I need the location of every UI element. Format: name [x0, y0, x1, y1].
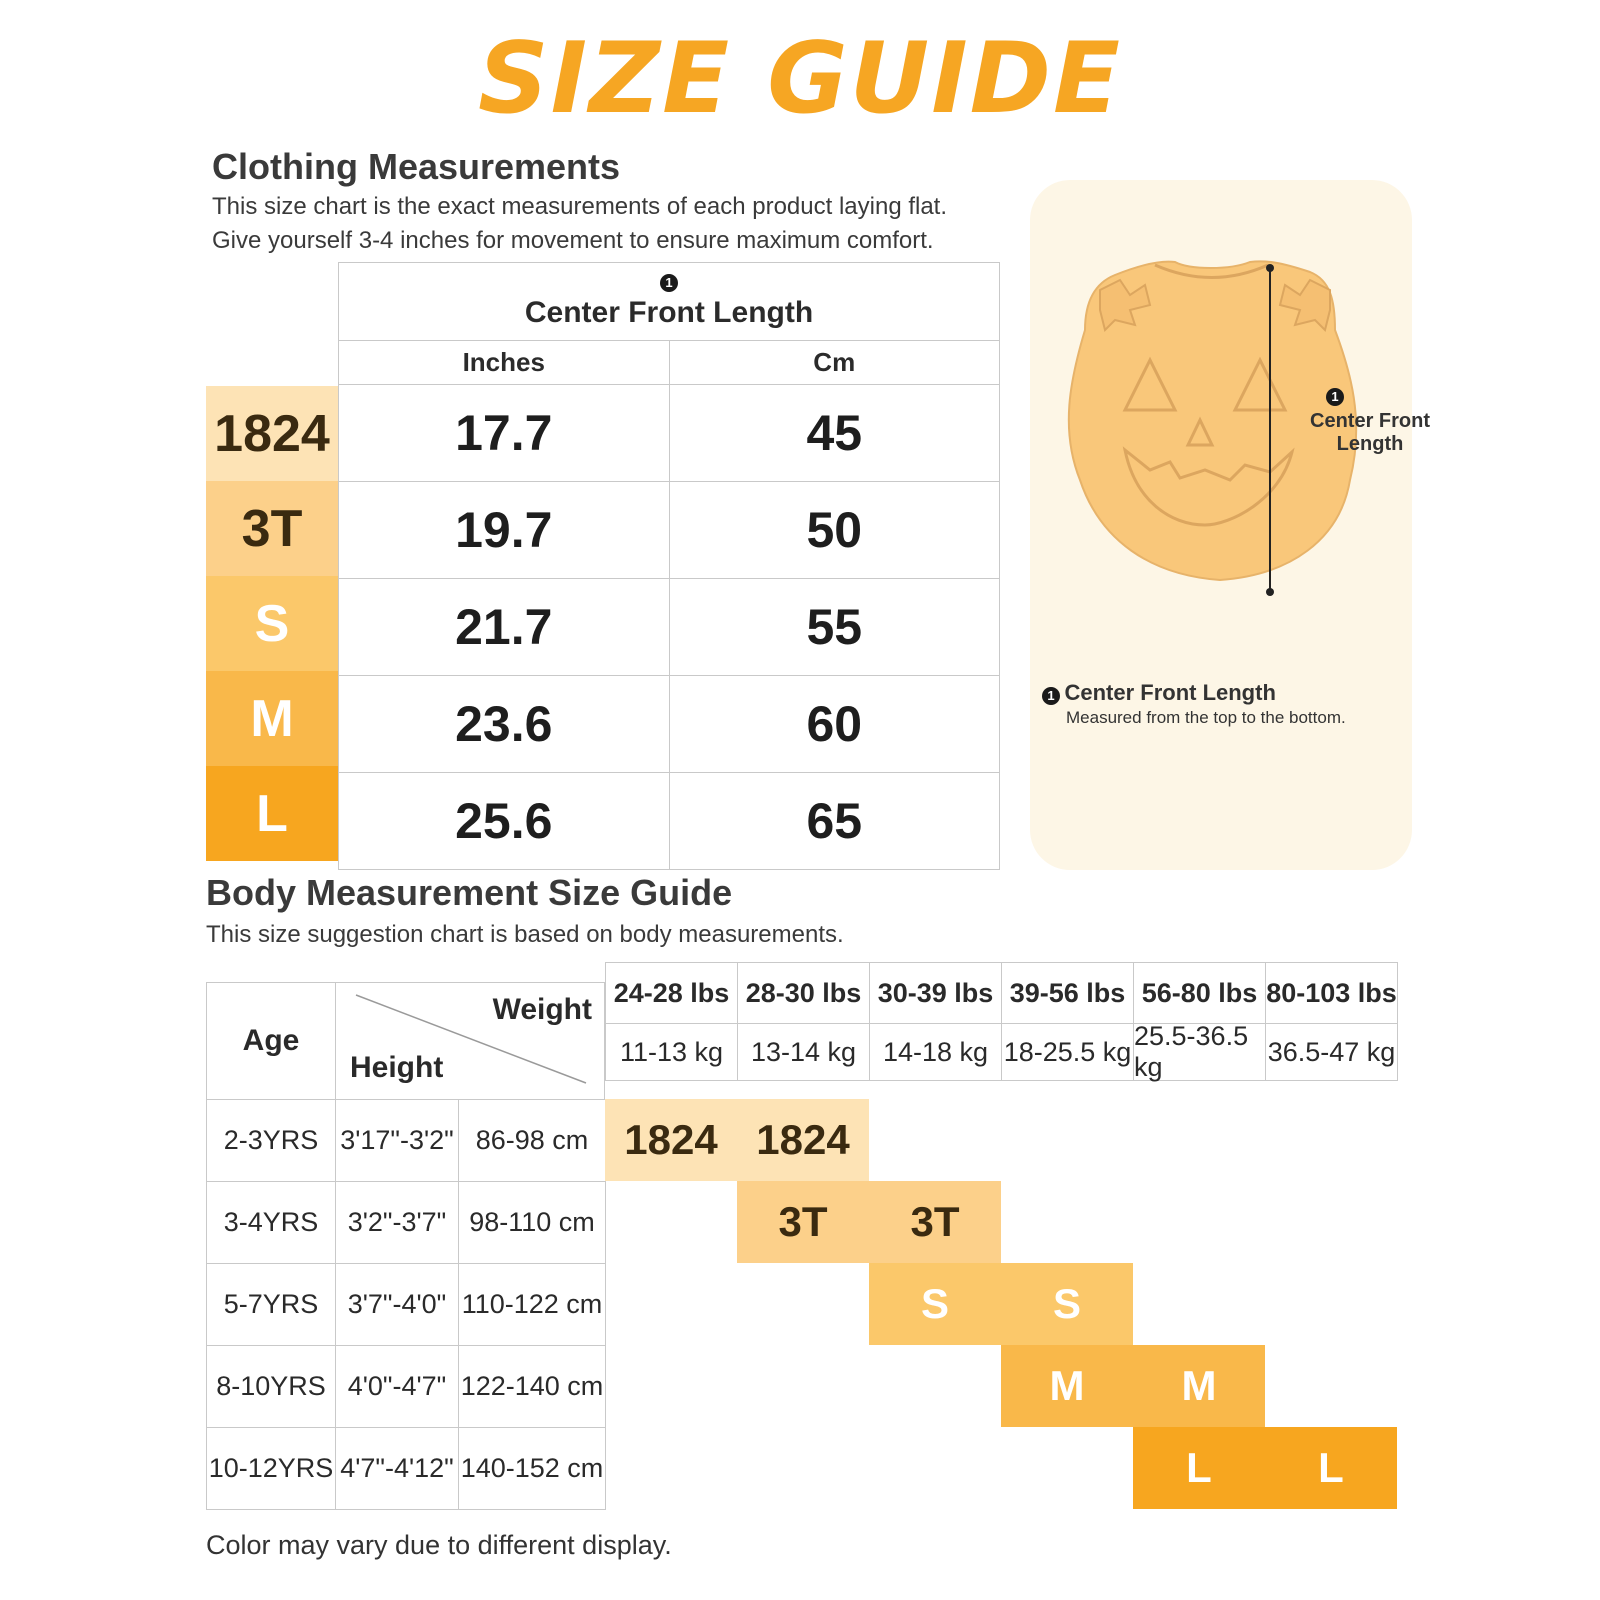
marker-badge: 1 — [1042, 687, 1060, 705]
height-cm-cell: 140-152 cm — [458, 1427, 606, 1510]
size-suggestion-block: S — [1001, 1263, 1133, 1345]
height-cm-cell: 122-140 cm — [458, 1345, 606, 1428]
body-heading: Body Measurement Size Guide — [206, 872, 733, 913]
age-cell: 5-7YRS — [206, 1263, 336, 1346]
weight-lbs-header: 24-28 lbs — [605, 962, 738, 1024]
inches-value: 19.7 — [339, 482, 670, 579]
age-cell: 3-4YRS — [206, 1181, 336, 1264]
size-suggestion-block: 3T — [869, 1181, 1001, 1263]
inches-value: 21.7 — [339, 579, 670, 676]
inches-value: 23.6 — [339, 676, 670, 773]
size-cell-l: L — [206, 766, 338, 861]
weight-kg-header: 36.5-47 kg — [1265, 1023, 1398, 1081]
note-text: Measured from the top to the bottom. — [1066, 708, 1346, 727]
weight-kg-header: 11-13 kg — [605, 1023, 738, 1081]
footer-note: Color may vary due to different display. — [206, 1530, 672, 1560]
measurement-panel — [1030, 180, 1430, 870]
clothing-table — [338, 262, 1000, 870]
clothing-desc-line2: Give yourself 3-4 inches for movement to ensure maximum comfort. — [212, 227, 934, 254]
size-cell-1824: 1824 — [206, 386, 338, 481]
weight-lbs-header: 28-30 lbs — [737, 962, 870, 1024]
height-weight-header — [335, 982, 605, 1100]
height-ft-cell: 4'0"-4'7" — [335, 1345, 459, 1428]
height-ft-cell: 3'17"-3'2" — [335, 1099, 459, 1182]
size-suggestion-block: 3T — [737, 1181, 869, 1263]
weight-lbs-header: 80-103 lbs — [1265, 962, 1398, 1024]
size-suggestion-block: 1824 — [605, 1099, 737, 1181]
size-suggestion-block: L — [1133, 1427, 1265, 1509]
table-row — [339, 676, 1000, 773]
clothing-heading: Clothing Measurements — [212, 146, 621, 187]
cm-value: 45 — [669, 385, 1000, 482]
height-cm-cell: 110-122 cm — [458, 1263, 606, 1346]
weight-lbs-header: 39-56 lbs — [1001, 962, 1134, 1024]
size-suggestion-block: M — [1001, 1345, 1133, 1427]
weight-kg-header: 14-18 kg — [869, 1023, 1002, 1081]
note-title: Center Front Length — [1064, 680, 1276, 705]
size-cell-s: S — [206, 576, 338, 671]
weight-lbs-header: 30-39 lbs — [869, 962, 1002, 1024]
col-cm: Cm — [669, 341, 1000, 385]
weight-lbs-header: 56-80 lbs — [1133, 962, 1266, 1024]
size-suggestion-block: M — [1133, 1345, 1265, 1427]
body-desc: This size suggestion chart is based on body measurements. — [206, 921, 844, 948]
height-cm-cell: 98-110 cm — [458, 1181, 606, 1264]
column-title: Center Front Length — [524, 295, 814, 329]
weight-kg-header: 18-25.5 kg — [1001, 1023, 1134, 1081]
cm-value: 65 — [669, 773, 1000, 870]
cm-value: 55 — [669, 579, 1000, 676]
diagram-label-line2: Length — [1336, 433, 1404, 455]
height-ft-cell: 3'2"-3'7" — [335, 1181, 459, 1264]
table-row — [339, 579, 1000, 676]
size-cell-m: M — [206, 671, 338, 766]
table-row — [339, 385, 1000, 482]
age-cell: 2-3YRS — [206, 1099, 336, 1182]
page-title: SIZE GUIDE — [478, 22, 1122, 136]
size-column — [206, 386, 338, 861]
diagram-label-line1: Center Front — [1310, 410, 1430, 432]
size-suggestion-block: L — [1265, 1427, 1397, 1509]
weight-label: Weight — [492, 993, 592, 1026]
cm-value: 60 — [669, 676, 1000, 773]
column-title-cell — [339, 263, 1000, 341]
col-inches: Inches — [339, 341, 670, 385]
size-suggestion-block: 1824 — [737, 1099, 869, 1181]
height-cm-cell: 86-98 cm — [458, 1099, 606, 1182]
inches-value: 17.7 — [339, 385, 670, 482]
inches-value: 25.6 — [339, 773, 670, 870]
marker-badge: 1 — [1326, 388, 1344, 406]
height-label: Height — [350, 1051, 444, 1084]
weight-kg-header: 13-14 kg — [737, 1023, 870, 1081]
age-header: Age — [206, 982, 336, 1100]
size-cell-3t: 3T — [206, 481, 338, 576]
size-suggestion-block: S — [869, 1263, 1001, 1345]
table-row — [339, 482, 1000, 579]
age-cell: 10-12YRS — [206, 1427, 336, 1510]
age-cell: 8-10YRS — [206, 1345, 336, 1428]
height-ft-cell: 4'7"-4'12" — [335, 1427, 459, 1510]
clothing-desc-line1: This size chart is the exact measurements of each product laying flat. — [212, 193, 948, 220]
body-size-table — [206, 968, 1404, 1508]
table-row — [339, 773, 1000, 870]
height-ft-cell: 3'7"-4'0" — [335, 1263, 459, 1346]
cm-value: 50 — [669, 482, 1000, 579]
marker-badge: 1 — [660, 274, 678, 292]
weight-kg-header: 25.5-36.5 kg — [1133, 1023, 1266, 1081]
